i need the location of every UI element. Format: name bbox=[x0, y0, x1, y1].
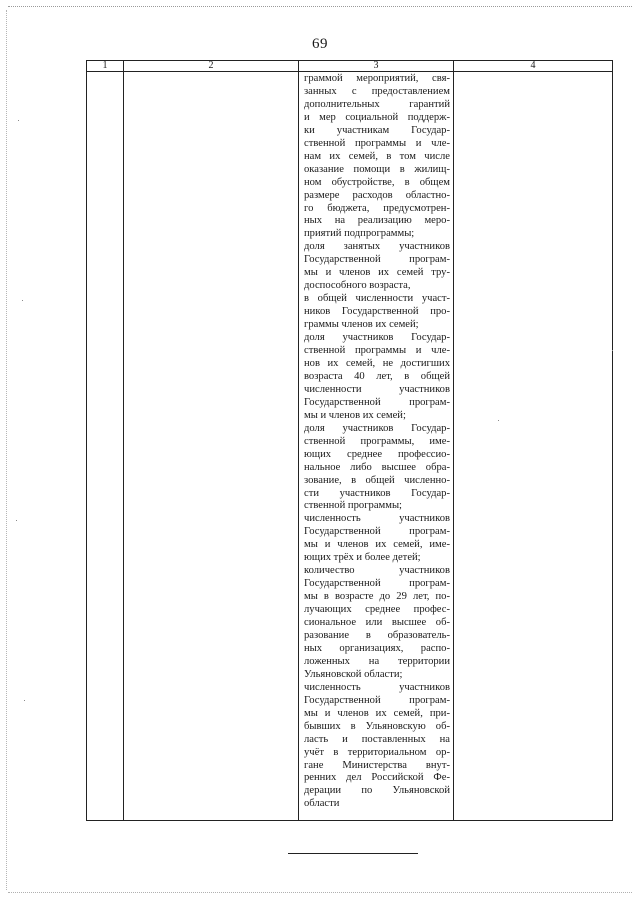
text-line: сти участников Государ- bbox=[304, 487, 450, 499]
text-line: разование в образователь- bbox=[304, 629, 450, 641]
text-line: Государственной програм- bbox=[304, 254, 450, 266]
text-line: Государственной програм- bbox=[304, 578, 450, 590]
text-line: ных организациях, распо- bbox=[304, 642, 450, 654]
column-3-cell bbox=[299, 72, 454, 821]
column-2-cell bbox=[124, 72, 299, 821]
column-4-cell bbox=[454, 72, 613, 821]
scan-edge-top bbox=[8, 6, 632, 7]
text-line: доля участников Государ- bbox=[304, 422, 450, 434]
text-line: дерации по Ульяновской bbox=[304, 785, 450, 797]
text-line: мы в возрасте до 29 лет, по- bbox=[304, 591, 450, 603]
text-line: области bbox=[304, 798, 340, 810]
text-line: ласть и поставленных на bbox=[304, 733, 450, 745]
text-line: ных на реализацию меро- bbox=[304, 215, 450, 227]
text-line: возраста 40 лет, в общей bbox=[304, 370, 450, 382]
scan-speck bbox=[22, 300, 23, 301]
page-number: 69 bbox=[312, 36, 328, 52]
text-line: нов их семей, не достигших bbox=[304, 357, 450, 369]
text-line: доля занятых участников bbox=[304, 241, 450, 253]
text-line: мы и членов их семей тру- bbox=[304, 267, 450, 279]
text-line: ном обустройстве, в общем bbox=[304, 176, 450, 188]
text-line: доля участников Государ- bbox=[304, 332, 450, 344]
text-line: в общей численности участ- bbox=[304, 293, 450, 305]
text-line: мы и членов их семей, име- bbox=[304, 539, 450, 551]
column-header-3: 3 bbox=[299, 61, 454, 72]
scan-speck bbox=[18, 120, 19, 121]
document-table bbox=[86, 60, 613, 821]
text-line: приятий подпрограммы; bbox=[304, 228, 415, 240]
text-line: Государственной програм- bbox=[304, 396, 450, 408]
text-line: и мер социальной поддерж- bbox=[304, 111, 450, 123]
text-line: Ульяновской области; bbox=[304, 668, 403, 680]
text-line: численность участников bbox=[304, 513, 450, 525]
table-body-row bbox=[87, 72, 613, 821]
text-line: доспособного возраста, bbox=[304, 280, 411, 292]
text-line: мы и членов их семей; bbox=[304, 409, 406, 421]
column-header-4: 4 bbox=[454, 61, 613, 72]
text-line: ников Государственной про- bbox=[304, 306, 450, 318]
scan-speck bbox=[24, 700, 25, 701]
text-line: занных с предоставлением bbox=[304, 85, 450, 97]
column-3-text bbox=[299, 72, 453, 811]
column-header-2: 2 bbox=[124, 61, 299, 72]
text-line: размере расходов областно- bbox=[304, 189, 450, 201]
text-line: го бюджета, предусмотрен- bbox=[304, 202, 450, 214]
text-line: численности участников bbox=[304, 383, 450, 395]
text-line: ки участникам Государ- bbox=[304, 124, 450, 136]
text-line: ственной программы, име- bbox=[304, 435, 450, 447]
text-line: количество участников bbox=[304, 565, 450, 577]
scan-edge-left bbox=[6, 10, 7, 890]
scan-speck bbox=[16, 520, 17, 521]
text-line: ренних дел Российской Фе- bbox=[304, 772, 450, 784]
text-line: зование, в общей численно- bbox=[304, 474, 450, 486]
text-line: численность участников bbox=[304, 681, 450, 693]
text-line: гане Министерства внут- bbox=[304, 759, 450, 771]
text-line: дополнительных гарантий bbox=[304, 98, 450, 110]
text-line: ющих трёх и более детей; bbox=[304, 552, 421, 564]
text-line: Государственной програм- bbox=[304, 526, 450, 538]
text-line: ственной программы; bbox=[304, 500, 403, 512]
column-header-1: 1 bbox=[87, 61, 124, 72]
text-line: нам их семей, в том числе bbox=[304, 150, 450, 162]
text-line: граммы членов их семей; bbox=[304, 319, 419, 331]
text-line: ющих среднее профессио- bbox=[304, 448, 450, 460]
text-line: бывших в Ульяновскую об- bbox=[304, 720, 450, 732]
text-line: ственной программы и чле- bbox=[304, 345, 450, 357]
text-line: Государственной програм- bbox=[304, 694, 450, 706]
scan-speck bbox=[612, 350, 613, 351]
text-line: граммой мероприятий, свя- bbox=[304, 73, 450, 84]
text-line: нальное либо высшее обра- bbox=[304, 461, 450, 473]
text-line: ложенных на территории bbox=[304, 655, 450, 667]
text-line: лучающих среднее профес- bbox=[304, 604, 450, 616]
table-header-row bbox=[87, 61, 613, 72]
text-line: оказание помощи в жилищ- bbox=[304, 163, 450, 175]
text-line: мы и членов их семей, при- bbox=[304, 707, 450, 719]
footer-rule bbox=[288, 853, 418, 854]
text-line: учёт в территориальном ор- bbox=[304, 746, 450, 758]
text-line: ственной программы и чле- bbox=[304, 137, 450, 149]
scan-speck bbox=[498, 420, 499, 421]
text-line: сиональное или высшее об- bbox=[304, 617, 450, 629]
scan-edge-bottom bbox=[8, 892, 632, 893]
column-1-cell bbox=[87, 72, 124, 821]
